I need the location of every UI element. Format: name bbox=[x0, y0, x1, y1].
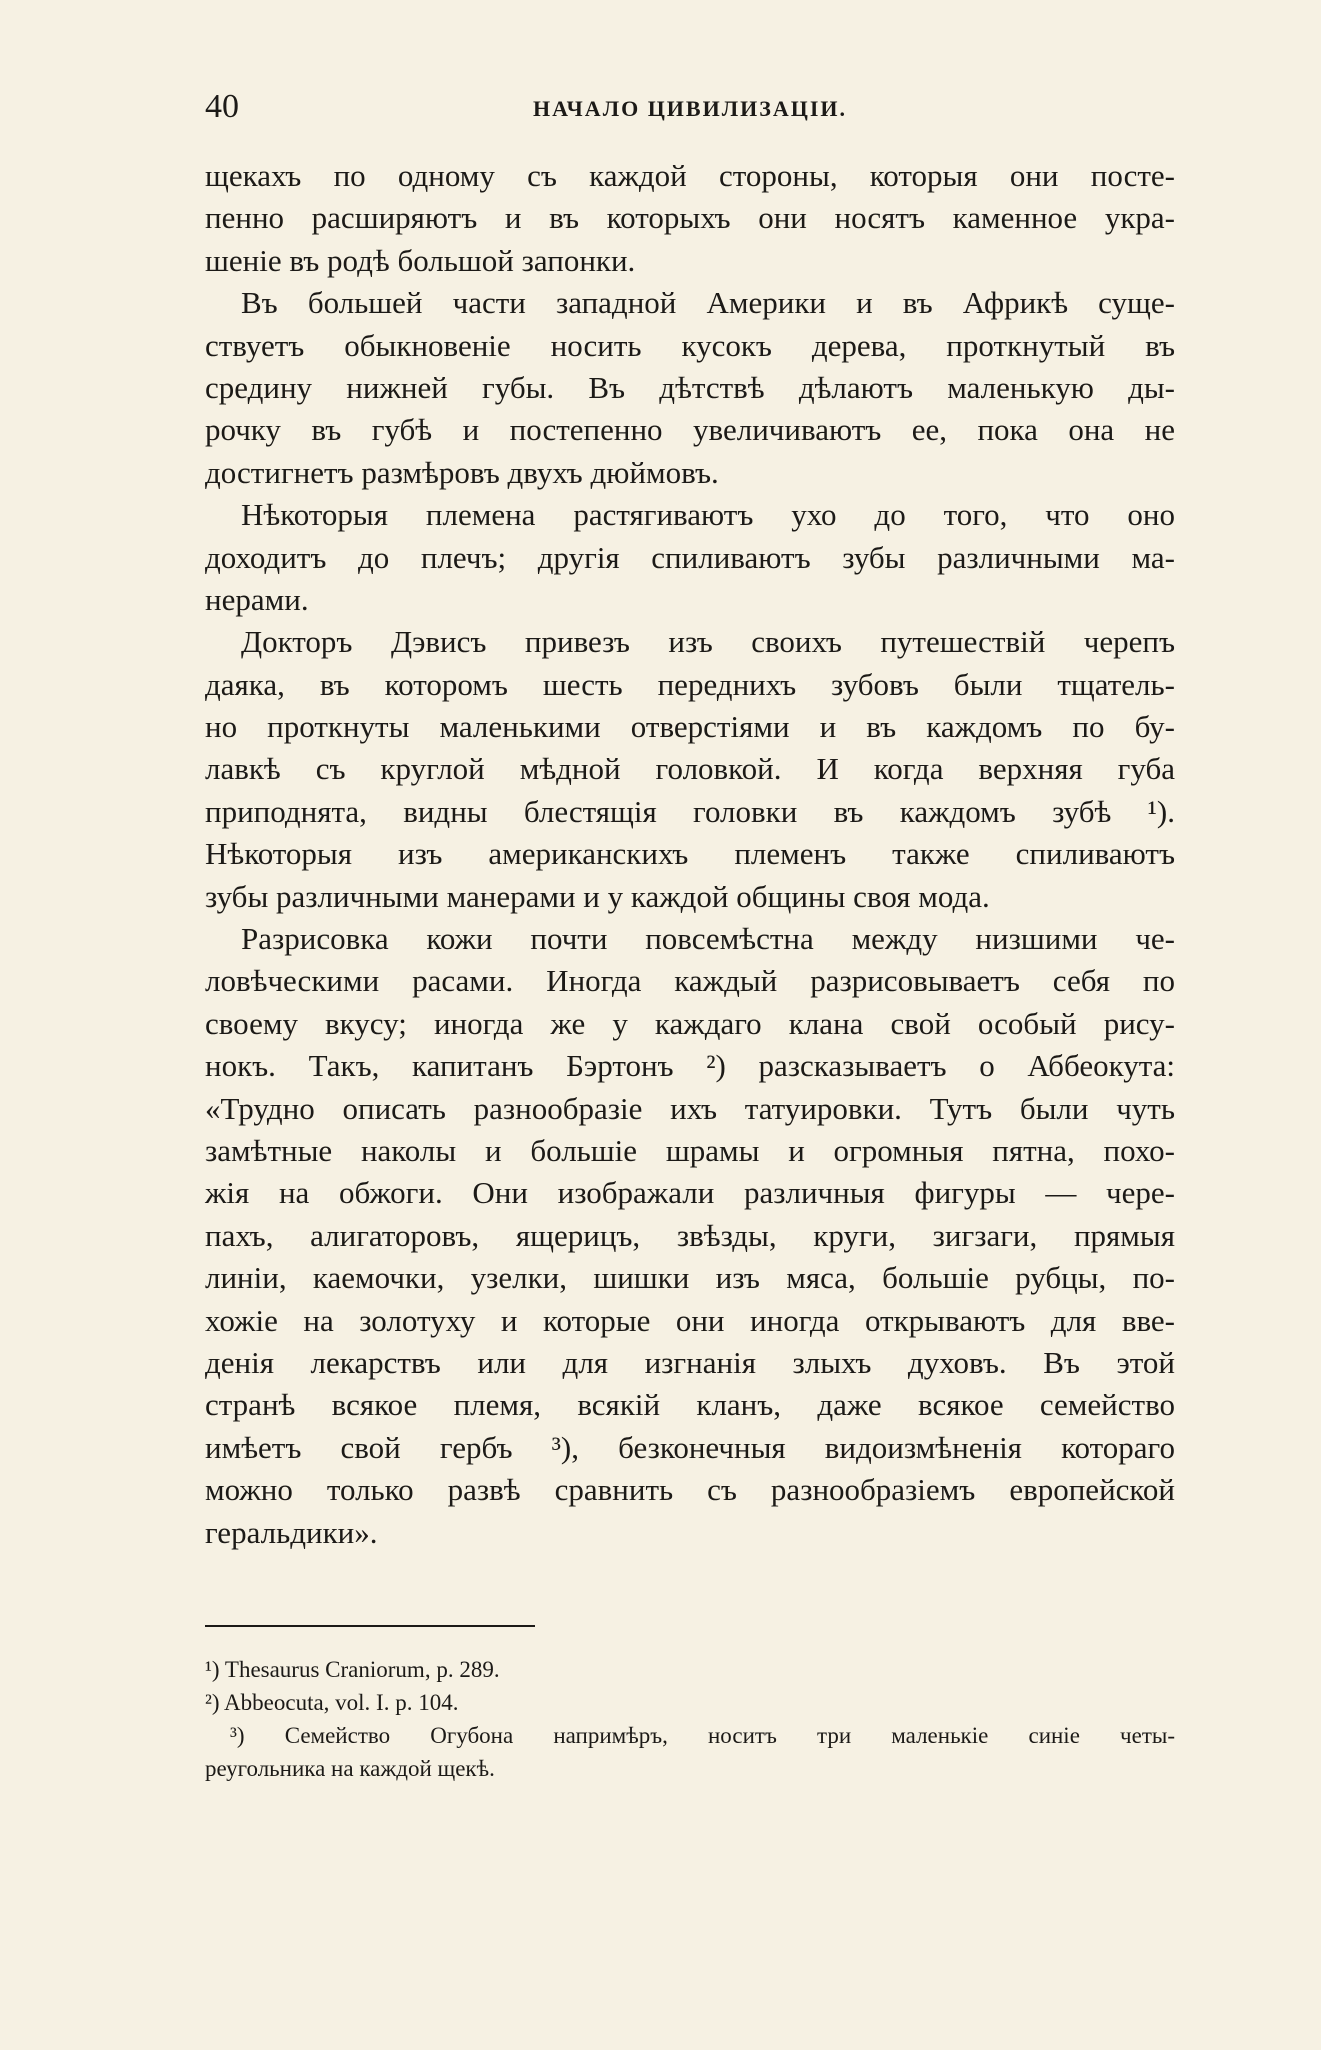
text-line: но проткнуты маленькими отверстіями и въ каждомъ по бу- bbox=[205, 709, 1175, 745]
text-line: средину нижней губы. Въ дѣтствѣ дѣлаютъ маленькую ды- bbox=[205, 369, 1175, 405]
text-line: «Трудно описать разнообразіе ихъ татуировки. Тутъ были чуть bbox=[205, 1090, 1175, 1126]
text-line: пахъ, алигаторовъ, ящерицъ, звѣзды, круги, зигзаги, прямыя bbox=[205, 1217, 1175, 1253]
text-line: рочку въ губѣ и постепенно увеличиваютъ ее, пока она не bbox=[205, 412, 1175, 448]
text-line: имѣетъ свой гербъ ³), безконечныя видоизмѣненія котораго bbox=[205, 1429, 1175, 1465]
text-line: приподнята, видны блестящія головки въ каждомъ зубѣ ¹). bbox=[205, 793, 1175, 829]
footnote: реугольника на каждой щекѣ. bbox=[205, 1756, 495, 1781]
text-line: странѣ всякое племя, всякій кланъ, даже всякое семейство bbox=[205, 1387, 1175, 1423]
text-line: геральдики». bbox=[205, 1514, 378, 1550]
page-number: 40 bbox=[205, 88, 239, 125]
footnote: ¹) Thesaurus Craniorum, p. 289. bbox=[205, 1657, 500, 1682]
text-line: можно только развѣ сравнить съ разнообразіемъ европейской bbox=[205, 1472, 1175, 1508]
body-text bbox=[205, 155, 1175, 1554]
footnote: ²) Abbeocuta, vol. I. p. 104. bbox=[205, 1690, 459, 1715]
text-line: Разрисовка кожи почти повсемѣстна между низшими че- bbox=[241, 921, 1175, 957]
footnote-separator bbox=[205, 1625, 535, 1627]
text-line: ловѣческими расами. Иногда каждый разрисовываетъ себя по bbox=[205, 963, 1175, 999]
text-line: линіи, каемочки, узелки, шишки изъ мяса, большіе рубцы, по- bbox=[205, 1260, 1175, 1296]
text-line: ствуетъ обыкновеніе носить кусокъ дерева, проткнутый въ bbox=[205, 327, 1175, 363]
text-line: жія на обжоги. Они изображали различныя фигуры — чере- bbox=[205, 1175, 1175, 1211]
running-title: НАЧАЛО ЦИВИЛИЗАЦІИ. bbox=[533, 96, 847, 121]
text-line: хожіе на золотуху и которые они иногда открываютъ для вве- bbox=[205, 1302, 1175, 1338]
text-line: лавкѣ съ круглой мѣдной головкой. И когда верхняя губа bbox=[205, 751, 1175, 787]
text-line: Въ большей части западной Америки и въ Африкѣ суще- bbox=[241, 285, 1175, 321]
text-line: зубы различными манерами и у каждой общины своя мода. bbox=[205, 878, 990, 914]
text-line: доходитъ до плечъ; другія спиливаютъ зубы различными ма- bbox=[205, 539, 1175, 575]
text-line: денія лекарствъ или для изгнанія злыхъ духовъ. Въ этой bbox=[205, 1344, 1175, 1380]
text-line: даяка, въ которомъ шесть переднихъ зубовъ были тщатель- bbox=[205, 666, 1175, 702]
text-line: достигнетъ размѣровъ двухъ дюймовъ. bbox=[205, 454, 719, 490]
text-line: Докторъ Дэвисъ привезъ изъ своихъ путешествій черепъ bbox=[241, 624, 1175, 660]
text-line: Нѣкоторыя изъ американскихъ племенъ также спиливаютъ bbox=[205, 836, 1175, 872]
text-line: нерами. bbox=[205, 581, 309, 617]
text-line: пенно расширяютъ и въ которыхъ они носятъ каменное укра- bbox=[205, 200, 1175, 236]
text-line: Нѣкоторыя племена растягиваютъ ухо до того, что оно bbox=[241, 497, 1175, 533]
text-line: шеніе въ родѣ большой запонки. bbox=[205, 242, 636, 278]
footnote: ³) Семейство Огубона напримѣръ, носитъ три маленькіе синіе четы- bbox=[230, 1723, 1175, 1748]
text-line: замѣтные наколы и большіе шрамы и огромныя пятна, похо- bbox=[205, 1132, 1175, 1168]
text-line: нокъ. Такъ, капитанъ Бэртонъ ²) разсказываетъ о Аббеокута: bbox=[205, 1048, 1175, 1084]
text-line: своему вкусу; иногда же у каждаго клана свой особый рису- bbox=[205, 1005, 1175, 1041]
page-header bbox=[205, 88, 1175, 128]
footnotes bbox=[205, 1653, 1175, 1785]
text-line: щекахъ по одному съ каждой стороны, которыя они посте- bbox=[205, 158, 1175, 193]
